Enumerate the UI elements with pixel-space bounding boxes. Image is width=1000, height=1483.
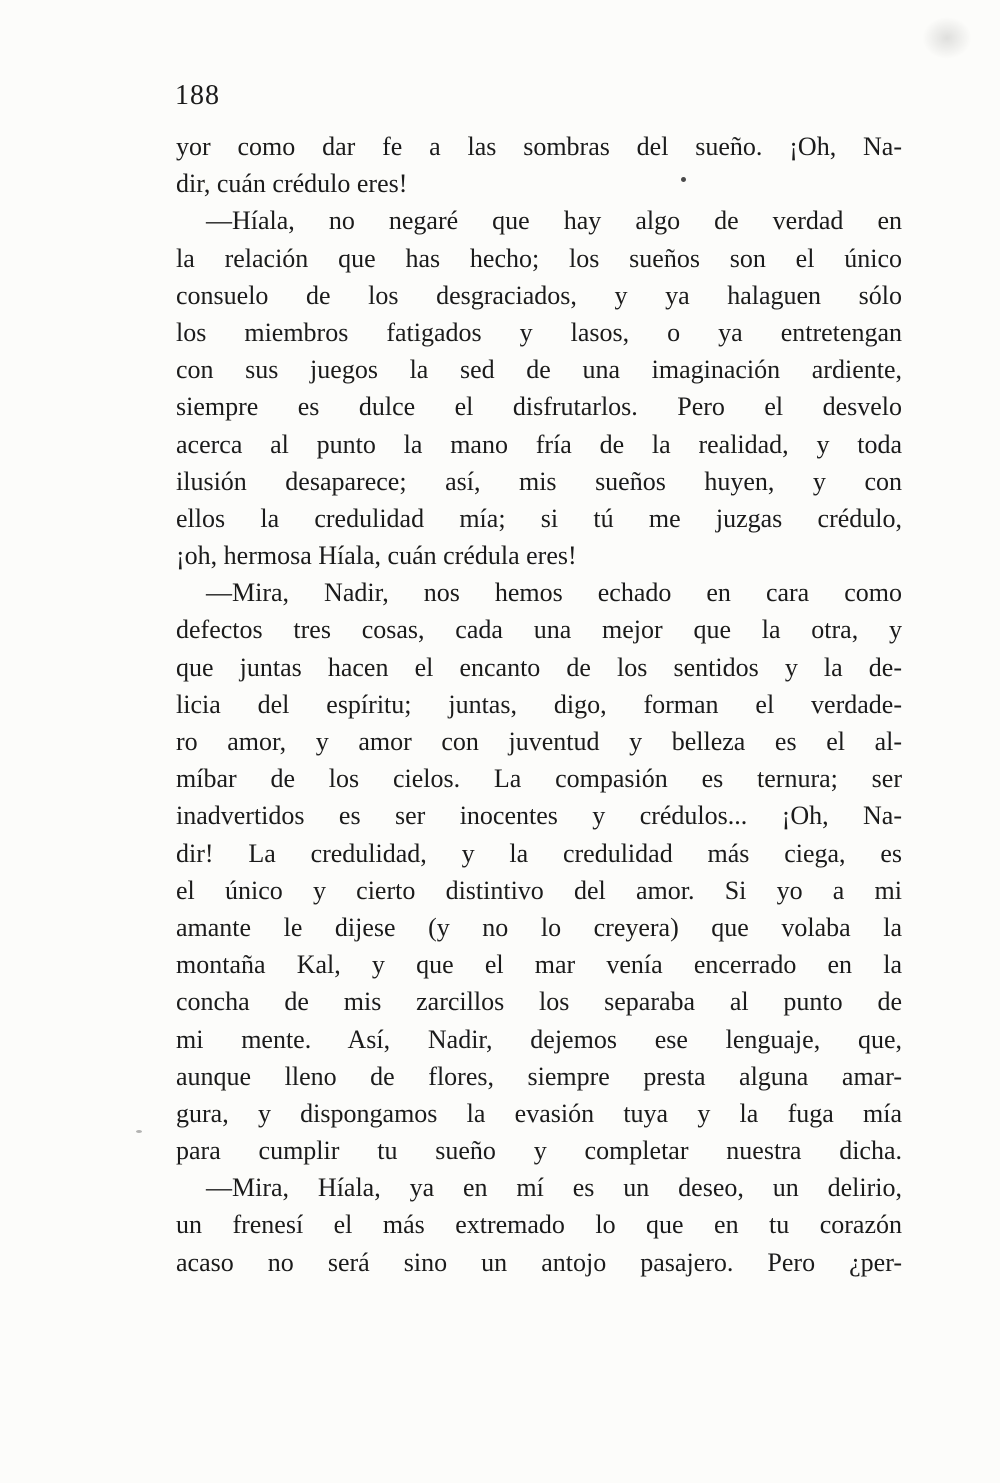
text-line: defectos tres cosas, cada una mejor que la otra, y [176, 615, 902, 645]
text-line: gura, y dispongamos la evasión tuya y la fuga mía [176, 1098, 902, 1128]
text-line: un frenesí el más extremado lo que en tu corazón [176, 1210, 902, 1240]
text-line: ¡oh, hermosa Híala, cuán crédula eres! [176, 541, 577, 571]
text-line: dir, cuán crédulo eres! [176, 169, 408, 199]
text-line: siempre es dulce el disfrutarlos. Pero el desvelo [176, 392, 902, 422]
text-line: licia del espíritu; juntas, digo, forman el verdade- [176, 689, 902, 719]
text-line: amante le dijese (y no lo creyera) que volaba la [176, 912, 902, 942]
text-line: para cumplir tu sueño y completar nuestra dicha. [176, 1136, 902, 1166]
text-line: acaso no será sino un antojo pasajero. Pero ¿per- [176, 1247, 902, 1277]
text-line: concha de mis zarcillos los separaba al punto de [176, 987, 902, 1017]
paragraph [176, 574, 902, 1169]
text-line: los miembros fatigados y lasos, o ya entretengan [176, 317, 902, 347]
ink-speck [136, 1130, 142, 1133]
paragraph [176, 1169, 902, 1281]
text-line: montaña Kal, y que el mar venía encerrado en la [176, 950, 902, 980]
text-line: consuelo de los desgraciados, y ya halaguen sólo [176, 280, 902, 310]
text-line: yor como dar fe a las sombras del sueño. ¡Oh, Na- [176, 132, 902, 161]
text-block [176, 128, 902, 1281]
text-line: mi mente. Así, Nadir, dejemos ese lenguaje, que, [176, 1024, 902, 1054]
text-line: —Mira, Nadir, nos hemos echado en cara como [206, 578, 902, 608]
text-line: —Híala, no negaré que hay algo de verdad en [206, 206, 902, 236]
ink-speck [681, 177, 686, 182]
text-line: aunque lleno de flores, siempre presta alguna amar- [176, 1061, 902, 1091]
text-line: dir! La credulidad, y la credulidad más ciega, es [176, 838, 902, 868]
text-line: inadvertidos es ser inocentes y crédulos... ¡Oh, Na- [176, 801, 902, 831]
page-number: 188 [175, 80, 220, 111]
text-line: ilusión desaparece; así, mis sueños huyen, y con [176, 466, 902, 496]
text-line: ro amor, y amor con juventud y belleza es el al- [176, 727, 902, 756]
text-line: el único y cierto distintivo del amor. Si yo a mi [176, 875, 902, 905]
scan-smudge [912, 8, 982, 68]
text-line: —Mira, Híala, ya en mí es un deseo, un delirio, [206, 1173, 902, 1203]
paragraph [176, 202, 902, 574]
text-line: acerca al punto la mano fría de la realidad, y toda [176, 429, 902, 459]
paragraph [176, 128, 902, 202]
text-line: ellos la credulidad mía; si tú me juzgas crédulo, [176, 503, 902, 533]
text-line: que juntas hacen el encanto de los sentidos y la de- [176, 652, 902, 682]
text-line: la relación que has hecho; los sueños son el único [176, 243, 902, 273]
text-line: con sus juegos la sed de una imaginación ardiente, [176, 355, 902, 385]
text-line: míbar de los cielos. La compasión es ternura; ser [176, 764, 902, 794]
